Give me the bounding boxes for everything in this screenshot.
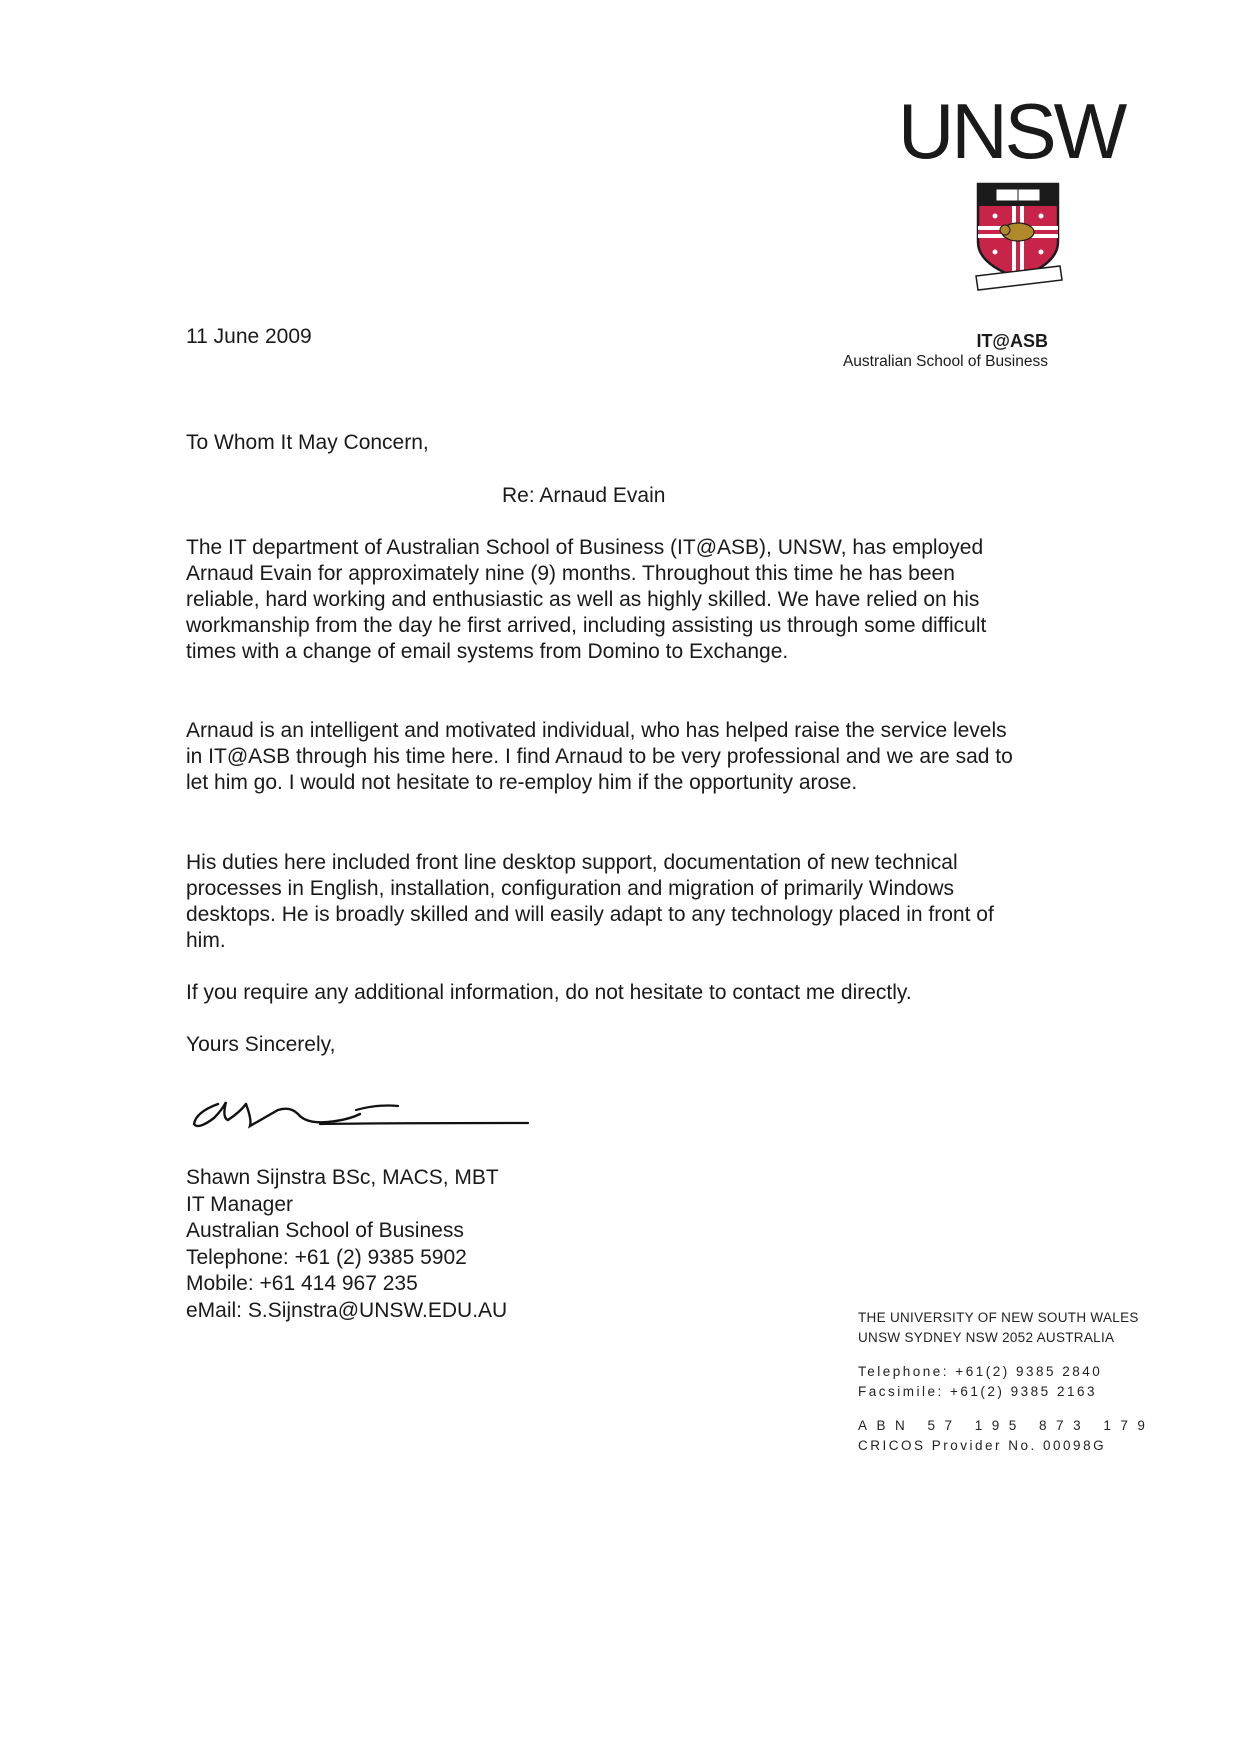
paragraph-1: The IT department of Australian School of Business (IT@ASB), UNSW, has employed Arnaud Evain for approximately nine (9) months. Throughout this time he has been reliable, hard working and enthusiastic as well as highly skilled. We have relied on his workmanship from the day he first arrived, including assisting us through some difficult times with a change of email systems from Domino to Exchange.: [186, 536, 987, 663]
school-name: Australian School of Business: [842, 353, 1048, 370]
signatory-mobile: Mobile: +61 414 967 235: [186, 1272, 418, 1295]
signatory-name: Shawn Sijnstra BSc, MACS, MBT: [186, 1166, 499, 1189]
signatory-organisation: Australian School of Business: [186, 1219, 464, 1242]
footer-address: UNSW SYDNEY NSW 2052 AUSTRALIA: [858, 1330, 1115, 1345]
footer-cricos: CRICOS Provider No. 00098G: [858, 1438, 1107, 1453]
unsw-logo: UNSW: [898, 87, 1125, 175]
paragraph-3: His duties here included front line desktop support, documentation of new technical processes in English, installation, configuration and migration of primarily Windows desktops. He is broadly skilled and will easily adapt to any technology placed in front of him.: [186, 851, 994, 952]
footer-telephone: Telephone: +61(2) 9385 2840: [858, 1364, 1103, 1379]
salutation: To Whom It May Concern,: [186, 431, 429, 454]
signatory-title: IT Manager: [186, 1192, 293, 1216]
closing: Yours Sincerely,: [186, 1033, 336, 1056]
footer-facsimile: Facsimile: +61(2) 9385 2163: [858, 1384, 1097, 1399]
department-name: IT@ASB: [976, 331, 1048, 351]
paragraph-4: If you require any additional information, do not hesitate to contact me directly.: [186, 981, 912, 1004]
footer-university: THE UNIVERSITY OF NEW SOUTH WALES: [858, 1310, 1139, 1325]
subject-line: Re: Arnaud Evain: [502, 484, 666, 507]
signature-block: [186, 1165, 507, 1324]
letter-date: 11 June 2009: [186, 325, 312, 348]
letterhead-footer: [858, 1308, 1154, 1456]
unsw-crest-icon: [972, 180, 1064, 292]
paragraph-2: Arnaud is an intelligent and motivated individual, who has helped raise the service levels in IT@ASB through his time here. I find Arnaud to be very professional and we are sad to let him go. I would not hesitate to re-employ him if the opportunity arose.: [186, 719, 1013, 794]
department-block: [843, 331, 1048, 371]
handwritten-signature: [188, 1090, 533, 1140]
signatory-email: eMail: S.Sijnstra@UNSW.EDU.AU: [186, 1298, 508, 1322]
footer-abn: ABN 57 195 873 179: [858, 1418, 1155, 1433]
signatory-telephone: Telephone: +61 (2) 9385 5902: [186, 1245, 467, 1269]
